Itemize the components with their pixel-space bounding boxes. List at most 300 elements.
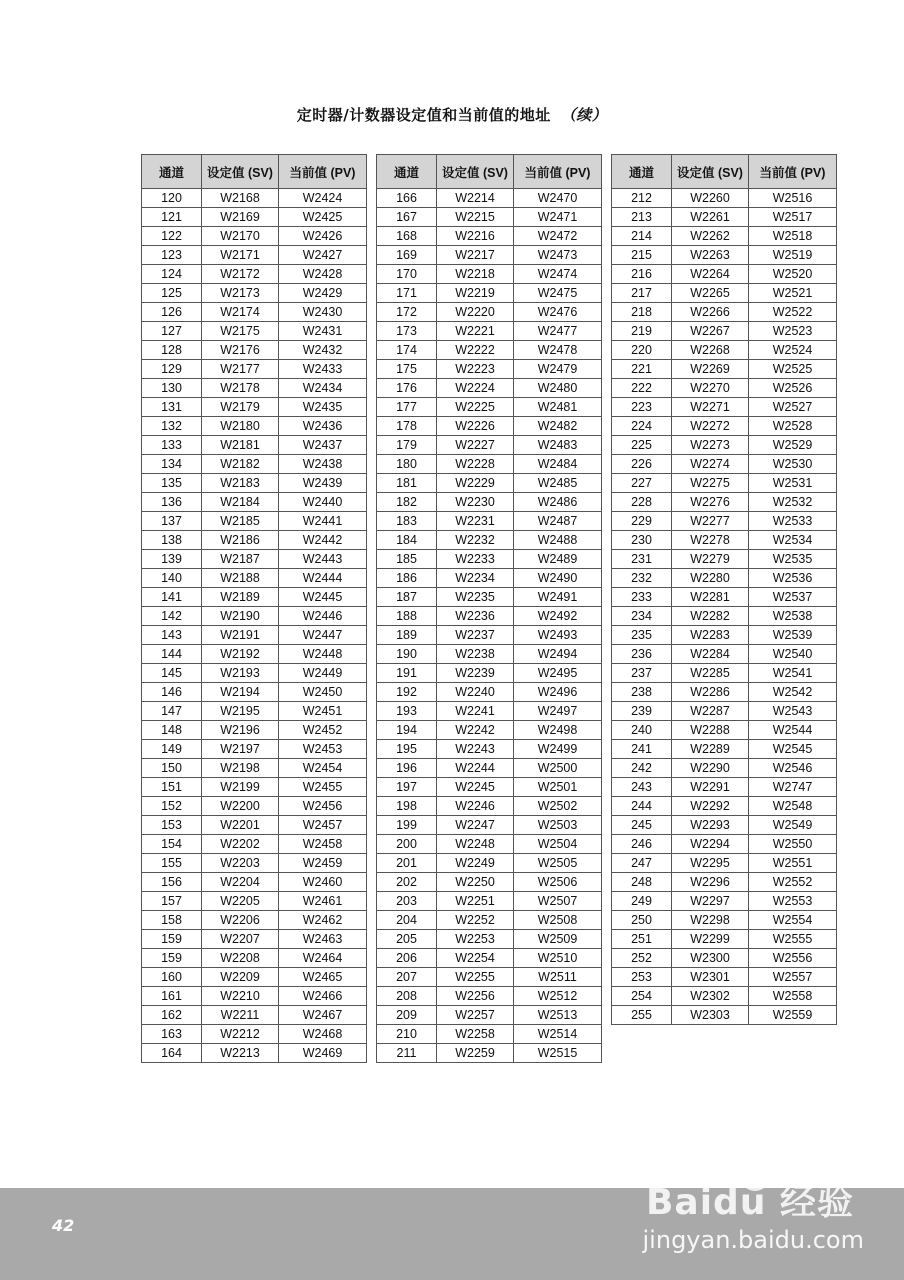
cell-pv: W2514 (514, 1025, 602, 1044)
table-row (142, 227, 367, 246)
cell-pv: W2487 (514, 512, 602, 531)
table-row (612, 246, 837, 265)
cell-channel: 192 (377, 683, 437, 702)
cell-pv: W2473 (514, 246, 602, 265)
cell-pv: W2505 (514, 854, 602, 873)
table-row (377, 721, 602, 740)
cell-sv: W2223 (437, 360, 514, 379)
table-row (612, 550, 837, 569)
table-row (612, 588, 837, 607)
cell-sv: W2235 (437, 588, 514, 607)
cell-sv: W2243 (437, 740, 514, 759)
cell-channel: 161 (142, 987, 202, 1006)
cell-pv: W2457 (279, 816, 367, 835)
cell-pv: W2480 (514, 379, 602, 398)
cell-channel: 180 (377, 455, 437, 474)
table-row (612, 322, 837, 341)
cell-channel: 173 (377, 322, 437, 341)
cell-sv: W2207 (202, 930, 279, 949)
table-row (377, 911, 602, 930)
cell-pv: W2489 (514, 550, 602, 569)
table-row (377, 303, 602, 322)
header-sv: 设定值 (SV) (202, 155, 279, 189)
cell-channel: 144 (142, 645, 202, 664)
table-row (612, 284, 837, 303)
cell-sv: W2225 (437, 398, 514, 417)
title-text: 定时器/计数器设定值和当前值的地址 (296, 106, 551, 124)
cell-channel: 211 (377, 1044, 437, 1063)
cell-channel: 208 (377, 987, 437, 1006)
table-row (377, 645, 602, 664)
cell-sv: W2193 (202, 664, 279, 683)
cell-pv: W2488 (514, 531, 602, 550)
cell-pv: W2546 (749, 759, 837, 778)
cell-sv: W2209 (202, 968, 279, 987)
cell-sv: W2222 (437, 341, 514, 360)
cell-sv: W2245 (437, 778, 514, 797)
cell-channel: 143 (142, 626, 202, 645)
cell-channel: 228 (612, 493, 672, 512)
cell-sv: W2213 (202, 1044, 279, 1063)
cell-sv: W2175 (202, 322, 279, 341)
cell-channel: 124 (142, 265, 202, 284)
cell-channel: 223 (612, 398, 672, 417)
cell-channel: 247 (612, 854, 672, 873)
cell-channel: 123 (142, 246, 202, 265)
cell-channel: 231 (612, 550, 672, 569)
cell-sv: W2226 (437, 417, 514, 436)
cell-sv: W2228 (437, 455, 514, 474)
cell-pv: W2486 (514, 493, 602, 512)
table-row (142, 759, 367, 778)
cell-pv: W2445 (279, 588, 367, 607)
table-row (377, 1025, 602, 1044)
cell-channel: 141 (142, 588, 202, 607)
page-number: 42 (52, 1216, 75, 1235)
table-row (142, 607, 367, 626)
cell-channel: 142 (142, 607, 202, 626)
watermark-logo: Baidu 经验 (645, 1182, 854, 1223)
cell-pv: W2442 (279, 531, 367, 550)
table-header-row (377, 155, 602, 189)
table-row (612, 379, 837, 398)
cell-channel: 135 (142, 474, 202, 493)
cell-sv: W2290 (672, 759, 749, 778)
table-row (377, 379, 602, 398)
cell-pv: W2508 (514, 911, 602, 930)
cell-pv: W2463 (279, 930, 367, 949)
cell-pv: W2522 (749, 303, 837, 322)
cell-sv: W2259 (437, 1044, 514, 1063)
table-row (377, 512, 602, 531)
cell-pv: W2444 (279, 569, 367, 588)
cell-channel: 137 (142, 512, 202, 531)
cell-channel: 122 (142, 227, 202, 246)
page-footer (0, 1182, 904, 1280)
cell-pv: W2526 (749, 379, 837, 398)
cell-pv: W2537 (749, 588, 837, 607)
table-row (142, 417, 367, 436)
cell-channel: 243 (612, 778, 672, 797)
cell-sv: W2257 (437, 1006, 514, 1025)
cell-channel: 181 (377, 474, 437, 493)
cell-channel: 204 (377, 911, 437, 930)
cell-channel: 193 (377, 702, 437, 721)
cell-channel: 172 (377, 303, 437, 322)
table-row (612, 987, 837, 1006)
cell-channel: 148 (142, 721, 202, 740)
table-row (612, 417, 837, 436)
cell-sv: W2202 (202, 835, 279, 854)
cell-sv: W2184 (202, 493, 279, 512)
table-row (612, 189, 837, 208)
table-body (612, 189, 837, 1025)
cell-sv: W2260 (672, 189, 749, 208)
cell-pv: W2498 (514, 721, 602, 740)
table-row (142, 645, 367, 664)
cell-sv: W2220 (437, 303, 514, 322)
cell-sv: W2288 (672, 721, 749, 740)
cell-sv: W2283 (672, 626, 749, 645)
cell-pv: W2453 (279, 740, 367, 759)
cell-channel: 215 (612, 246, 672, 265)
table-row (377, 322, 602, 341)
cell-pv: W2441 (279, 512, 367, 531)
cell-pv: W2443 (279, 550, 367, 569)
header-channel: 通道 (612, 155, 672, 189)
cell-pv: W2548 (749, 797, 837, 816)
cell-sv: W2279 (672, 550, 749, 569)
cell-sv: W2236 (437, 607, 514, 626)
cell-pv: W2460 (279, 873, 367, 892)
table-row (142, 1006, 367, 1025)
cell-sv: W2224 (437, 379, 514, 398)
cell-channel: 236 (612, 645, 672, 664)
watermark-url: jingyan.baidu.com (642, 1226, 864, 1254)
table-row (612, 474, 837, 493)
cell-pv: W2497 (514, 702, 602, 721)
cell-sv: W2262 (672, 227, 749, 246)
cell-pv: W2467 (279, 1006, 367, 1025)
cell-channel: 188 (377, 607, 437, 626)
table-row (612, 208, 837, 227)
cell-sv: W2253 (437, 930, 514, 949)
cell-pv: W2425 (279, 208, 367, 227)
cell-sv: W2289 (672, 740, 749, 759)
table-row (142, 664, 367, 683)
cell-pv: W2558 (749, 987, 837, 1006)
cell-sv: W2212 (202, 1025, 279, 1044)
cell-channel: 179 (377, 436, 437, 455)
cell-pv: W2458 (279, 835, 367, 854)
cell-sv: W2183 (202, 474, 279, 493)
cell-sv: W2195 (202, 702, 279, 721)
cell-channel: 237 (612, 664, 672, 683)
table-row (142, 892, 367, 911)
table-row (377, 930, 602, 949)
cell-pv: W2448 (279, 645, 367, 664)
table-row (612, 645, 837, 664)
table-row (612, 930, 837, 949)
table-row (612, 873, 837, 892)
cell-sv: W2208 (202, 949, 279, 968)
cell-channel: 132 (142, 417, 202, 436)
cell-pv: W2477 (514, 322, 602, 341)
cell-pv: W2528 (749, 417, 837, 436)
cell-sv: W2285 (672, 664, 749, 683)
cell-pv: W2533 (749, 512, 837, 531)
cell-pv: W2462 (279, 911, 367, 930)
cell-sv: W2196 (202, 721, 279, 740)
cell-pv: W2516 (749, 189, 837, 208)
header-channel: 通道 (142, 155, 202, 189)
cell-sv: W2294 (672, 835, 749, 854)
cell-pv: W2430 (279, 303, 367, 322)
cell-pv: W2447 (279, 626, 367, 645)
cell-channel: 217 (612, 284, 672, 303)
cell-sv: W2301 (672, 968, 749, 987)
cell-channel: 171 (377, 284, 437, 303)
cell-pv: W2519 (749, 246, 837, 265)
cell-channel: 246 (612, 835, 672, 854)
table-row (377, 854, 602, 873)
cell-sv: W2276 (672, 493, 749, 512)
cell-channel: 212 (612, 189, 672, 208)
table-row (612, 569, 837, 588)
table-row (612, 911, 837, 930)
cell-pv: W2490 (514, 569, 602, 588)
cell-channel: 245 (612, 816, 672, 835)
cell-sv: W2199 (202, 778, 279, 797)
cell-channel: 164 (142, 1044, 202, 1063)
cell-pv: W2553 (749, 892, 837, 911)
table-row (612, 1006, 837, 1025)
cell-pv: W2491 (514, 588, 602, 607)
table-row (612, 721, 837, 740)
table-row (142, 550, 367, 569)
cell-pv: W2475 (514, 284, 602, 303)
cell-channel: 120 (142, 189, 202, 208)
table-row (377, 1006, 602, 1025)
page-title (0, 104, 904, 125)
cell-channel: 163 (142, 1025, 202, 1044)
cell-pv: W2534 (749, 531, 837, 550)
cell-channel: 206 (377, 949, 437, 968)
cell-sv: W2295 (672, 854, 749, 873)
cell-channel: 201 (377, 854, 437, 873)
cell-channel: 222 (612, 379, 672, 398)
cell-channel: 202 (377, 873, 437, 892)
cell-pv: W2511 (514, 968, 602, 987)
cell-channel: 238 (612, 683, 672, 702)
cell-sv: W2215 (437, 208, 514, 227)
table-row (612, 740, 837, 759)
table-row (142, 968, 367, 987)
cell-channel: 126 (142, 303, 202, 322)
cell-pv: W2550 (749, 835, 837, 854)
cell-sv: W2188 (202, 569, 279, 588)
cell-sv: W2180 (202, 417, 279, 436)
table-row (612, 968, 837, 987)
cell-channel: 127 (142, 322, 202, 341)
table-row (377, 417, 602, 436)
cell-sv: W2240 (437, 683, 514, 702)
cell-sv: W2190 (202, 607, 279, 626)
cell-pv: W2428 (279, 265, 367, 284)
cell-pv: W2510 (514, 949, 602, 968)
cell-sv: W2234 (437, 569, 514, 588)
cell-sv: W2232 (437, 531, 514, 550)
cell-pv: W2493 (514, 626, 602, 645)
cell-channel: 125 (142, 284, 202, 303)
cell-pv: W2455 (279, 778, 367, 797)
table-row (142, 474, 367, 493)
cell-pv: W2450 (279, 683, 367, 702)
cell-channel: 157 (142, 892, 202, 911)
table-row (142, 797, 367, 816)
table-row (142, 626, 367, 645)
cell-channel: 186 (377, 569, 437, 588)
cell-channel: 224 (612, 417, 672, 436)
cell-channel: 218 (612, 303, 672, 322)
cell-pv: W2484 (514, 455, 602, 474)
cell-pv: W2518 (749, 227, 837, 246)
cell-channel: 199 (377, 816, 437, 835)
cell-sv: W2194 (202, 683, 279, 702)
cell-sv: W2300 (672, 949, 749, 968)
cell-sv: W2247 (437, 816, 514, 835)
table-row (377, 398, 602, 417)
cell-channel: 242 (612, 759, 672, 778)
cell-pv: W2485 (514, 474, 602, 493)
cell-sv: W2182 (202, 455, 279, 474)
address-table-2 (376, 154, 602, 1063)
cell-sv: W2275 (672, 474, 749, 493)
cell-pv: W2513 (514, 1006, 602, 1025)
watermark (634, 1144, 864, 1274)
cell-sv: W2246 (437, 797, 514, 816)
cell-channel: 249 (612, 892, 672, 911)
cell-channel: 203 (377, 892, 437, 911)
cell-pv: W2459 (279, 854, 367, 873)
cell-channel: 154 (142, 835, 202, 854)
cell-pv: W2482 (514, 417, 602, 436)
cell-pv: W2531 (749, 474, 837, 493)
cell-channel: 241 (612, 740, 672, 759)
table-header-row (142, 155, 367, 189)
cell-channel: 147 (142, 702, 202, 721)
cell-channel: 159 (142, 949, 202, 968)
cell-channel: 198 (377, 797, 437, 816)
table-row (142, 189, 367, 208)
cell-pv: W2451 (279, 702, 367, 721)
table-row (142, 1044, 367, 1063)
cell-channel: 177 (377, 398, 437, 417)
cell-channel: 149 (142, 740, 202, 759)
cell-pv: W2557 (749, 968, 837, 987)
cell-channel: 131 (142, 398, 202, 417)
table-row (612, 455, 837, 474)
cell-sv: W2216 (437, 227, 514, 246)
table-row (612, 892, 837, 911)
cell-channel: 240 (612, 721, 672, 740)
cell-sv: W2255 (437, 968, 514, 987)
table-row (377, 987, 602, 1006)
cell-pv: W2431 (279, 322, 367, 341)
cell-sv: W2281 (672, 588, 749, 607)
cell-channel: 156 (142, 873, 202, 892)
cell-channel: 250 (612, 911, 672, 930)
cell-channel: 252 (612, 949, 672, 968)
cell-channel: 151 (142, 778, 202, 797)
cell-pv: W2554 (749, 911, 837, 930)
table-row (612, 493, 837, 512)
cell-pv: W2434 (279, 379, 367, 398)
cell-sv: W2179 (202, 398, 279, 417)
table-row (377, 740, 602, 759)
cell-sv: W2282 (672, 607, 749, 626)
cell-pv: W2512 (514, 987, 602, 1006)
table-row (612, 512, 837, 531)
table-row (377, 892, 602, 911)
cell-sv: W2239 (437, 664, 514, 683)
table-row (142, 740, 367, 759)
cell-sv: W2171 (202, 246, 279, 265)
table-row (377, 588, 602, 607)
table-row (142, 854, 367, 873)
cell-channel: 150 (142, 759, 202, 778)
cell-channel: 174 (377, 341, 437, 360)
cell-channel: 152 (142, 797, 202, 816)
cell-sv: W2266 (672, 303, 749, 322)
cell-channel: 226 (612, 455, 672, 474)
cell-sv: W2287 (672, 702, 749, 721)
cell-channel: 134 (142, 455, 202, 474)
cell-pv: W2540 (749, 645, 837, 664)
cell-pv: W2544 (749, 721, 837, 740)
table-row (377, 436, 602, 455)
cell-channel: 200 (377, 835, 437, 854)
cell-pv: W2495 (514, 664, 602, 683)
cell-pv: W2427 (279, 246, 367, 265)
cell-sv: W2252 (437, 911, 514, 930)
cell-pv: W2496 (514, 683, 602, 702)
cell-sv: W2230 (437, 493, 514, 512)
cell-channel: 155 (142, 854, 202, 873)
cell-pv: W2478 (514, 341, 602, 360)
cell-channel: 227 (612, 474, 672, 493)
cell-channel: 153 (142, 816, 202, 835)
cell-sv: W2198 (202, 759, 279, 778)
cell-channel: 190 (377, 645, 437, 664)
table-row (377, 797, 602, 816)
cell-pv: W2515 (514, 1044, 602, 1063)
table-row (377, 531, 602, 550)
cell-pv: W2504 (514, 835, 602, 854)
cell-pv: W2446 (279, 607, 367, 626)
table-row (612, 436, 837, 455)
table-row (377, 835, 602, 854)
cell-sv: W2185 (202, 512, 279, 531)
cell-pv: W2523 (749, 322, 837, 341)
cell-sv: W2270 (672, 379, 749, 398)
table-row (612, 702, 837, 721)
table-row (142, 284, 367, 303)
table-row (612, 835, 837, 854)
cell-sv: W2291 (672, 778, 749, 797)
address-table-1 (141, 154, 367, 1063)
cell-sv: W2277 (672, 512, 749, 531)
